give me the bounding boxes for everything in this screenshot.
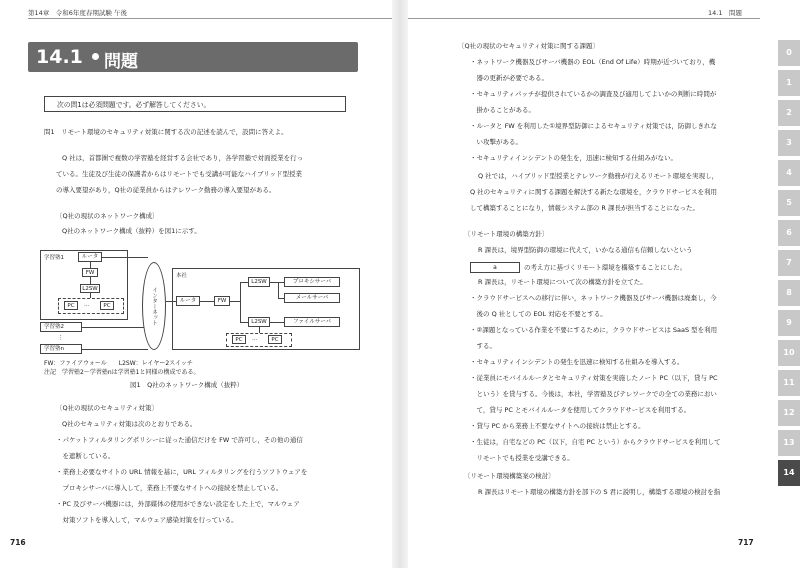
- chapter-tab-6[interactable]: 6: [778, 220, 800, 246]
- chapter-tab-13[interactable]: 13: [778, 430, 800, 456]
- required-notice: 次の問1は必須問題です。必ず解答してください。: [44, 96, 346, 112]
- network-section-heading: 〔Q社の現状のネットワーク構成〕: [56, 212, 159, 220]
- policy-line: ・貸与 PC から業務上不要なサイトへの接続は禁止とする。: [470, 422, 645, 430]
- diagram-legend: FW：ファイアウォール L2SW：レイヤー2スイッチ: [44, 360, 193, 367]
- chapter-tab-9[interactable]: 9: [778, 310, 800, 336]
- issue-line: い攻撃がある。: [470, 138, 522, 146]
- school2-box: 学習塾2: [40, 322, 82, 332]
- right-running-header: 14.1 問題: [708, 9, 742, 17]
- connector: [240, 322, 248, 323]
- plan-line: して構築することになり，情報システム部の R 課長が担当することになった。: [470, 204, 699, 212]
- section-title-bar: [28, 42, 358, 72]
- remote-intro-line-blank: [470, 262, 686, 273]
- connector: [166, 301, 176, 302]
- issue-line: 器の更新が必要である。: [470, 74, 548, 82]
- policy-line: R 課長は，リモート環境について次の構築方針を立てた。: [478, 278, 647, 286]
- header-rule: [28, 18, 392, 19]
- school-l2sw: L2SW: [80, 284, 100, 293]
- answer-blank-a: a: [470, 262, 520, 273]
- header-rule: [408, 18, 760, 19]
- section-title: 問題: [104, 52, 138, 72]
- intro-line: Q 社は，首都圏で複数の学習塾を経営する会社であり，各学習塾で対面授業を行っ: [62, 154, 304, 162]
- connector: [90, 293, 91, 298]
- connector: [90, 262, 91, 268]
- policy-line: て，貸与 PC とモバイルルータを使用してクラウドサービスを利用する。: [470, 406, 691, 414]
- issue-line: ・セキュリティインシデントの発生を，迅速に検知する仕組みがない。: [470, 154, 678, 162]
- ellipsis: …: [252, 336, 258, 342]
- left-running-header: 第14章 令和6年度春期試験 午後: [28, 9, 127, 17]
- hq-pc: PC: [268, 335, 282, 344]
- policy-line: ・セキュリティインシデントの発生を迅速に検知する仕組みを導入する。: [470, 358, 684, 366]
- connector: [90, 277, 91, 284]
- connector: [240, 282, 248, 283]
- ellipsis-vertical: ⋮: [58, 335, 64, 341]
- proxy-server: プロキシサーバ: [284, 277, 340, 287]
- chapter-tab-12[interactable]: 12: [778, 400, 800, 426]
- security-line: ・PC 及びサーバ機器には，外部媒体の使用ができない設定をした上で，マルウェア: [56, 500, 300, 508]
- connector: [82, 349, 148, 350]
- book-gutter: [392, 0, 408, 568]
- internet-cloud: インターネット: [142, 262, 166, 350]
- policy-line: ・従業員にモバイルルータとセキュリティ対策を実施したノート PC（以下，貸与 PC: [470, 374, 718, 382]
- issue-line: ・ルータと FW を利用した①境界型防御によるセキュリティ対策では，防御しきれな: [470, 122, 717, 130]
- hq-pc: PC: [232, 335, 246, 344]
- chapter-tab-11[interactable]: 11: [778, 370, 800, 396]
- policy-line: という）を貸与する。今後は，本社，学習塾及びテレワークでの全ての業務におい: [470, 390, 717, 398]
- issue-line: 掛かることがある。: [470, 106, 535, 114]
- issue-line: ・ネットワーク機器及びサーバ機器の EOL（End Of Life）時期が近づいており，機: [470, 58, 716, 66]
- hq-label: 本社: [176, 273, 188, 279]
- hq-l2sw: L2SW: [248, 277, 270, 287]
- connector: [240, 282, 241, 322]
- section-number: 14.1: [36, 46, 83, 68]
- schooln-box: 学習塾n: [40, 344, 82, 354]
- chapter-tab-10[interactable]: 10: [778, 340, 800, 366]
- remote-section-heading: 〔リモート環境の構築方針〕: [464, 230, 549, 238]
- hq-fw: FW: [214, 296, 230, 306]
- security-line: 対策ソフトを導入して，マルウェア感染対策を行っている。: [56, 516, 238, 524]
- hq-router: ルータ: [176, 296, 200, 306]
- intro-line: ている。生徒及び生徒の保護者からはリモートでも受講が可能なハイブリッド型授業: [56, 170, 303, 178]
- policy-line: ・②課題となっている作業を不要にするために，クラウドサービスは SaaS 型を利用: [470, 326, 718, 334]
- issue-line: ・セキュリティパッチが提供されているかの調査及び適用してよいかの判断に時間が: [470, 90, 717, 98]
- security-line: Q社のセキュリティ対策は次のとおりである。: [62, 420, 197, 428]
- network-description: Q社のネットワーク構成（抜粋）を図1に示す。: [62, 227, 201, 235]
- school-pc: PC: [100, 301, 114, 310]
- connector: [82, 327, 148, 328]
- plan-line: Q 社では，ハイブリッド型授業とテレワーク勤務が行えるリモート環境を実現し，: [478, 172, 719, 180]
- remote-intro-rest: の考え方に基づくリモート環境を構築することにした。: [524, 263, 687, 272]
- chapter-tab-7[interactable]: 7: [778, 250, 800, 276]
- diagram-note: 注記 学習塾2～学習塾nは学習塾1と同様の構成である。: [44, 369, 200, 376]
- review-line: R 課長はリモート環境の構築方針を部下の S 君に説明し，構築する環境の検討を指: [478, 488, 721, 496]
- school1-label: 学習塾1: [44, 255, 64, 261]
- school-fw: FW: [82, 268, 98, 277]
- school-router: ルータ: [78, 252, 102, 262]
- policy-line: ・生徒は，自宅などの PC（以下，自宅 PC という）からクラウドサービスを利用して: [470, 438, 721, 446]
- page-number-left: 716: [10, 538, 26, 547]
- network-diagram: [40, 238, 360, 356]
- connector: [278, 282, 279, 299]
- right-page: [408, 0, 760, 568]
- chapter-tab-4[interactable]: 4: [778, 160, 800, 186]
- policy-line: リモートでも授業を受講できる。: [470, 454, 574, 462]
- security-line: を遮断している。: [56, 452, 115, 460]
- plan-line: Q 社のセキュリティに関する課題を解決する新たな環境を，クラウドサービスを利用: [470, 188, 718, 196]
- chapter-tab-14[interactable]: 14: [778, 460, 800, 486]
- security-line: ・業務上必要なサイトの URL 情報を基に，URL フィルタリングを行うソフトウェアを: [56, 468, 308, 476]
- chapter-tab-0[interactable]: 0: [778, 40, 800, 66]
- bullet-dot: [92, 53, 99, 60]
- ellipsis: …: [84, 302, 90, 308]
- issues-heading: 〔Q社の現状のセキュリティ対策に関する課題〕: [458, 42, 599, 50]
- policy-line: 後の Q 社としての EOL 対応を不要とする。: [470, 310, 607, 318]
- connector: [102, 257, 148, 258]
- connector: [200, 301, 214, 302]
- security-line: プロキシサーバに導入して，業務上不要なサイトへの接続を禁止している。: [56, 484, 283, 492]
- review-section-heading: 〔リモート環境構築案の検討〕: [464, 472, 555, 480]
- connector: [270, 282, 284, 283]
- chapter-tab-2[interactable]: 2: [778, 100, 800, 126]
- security-section-heading: 〔Q社の現状のセキュリティ対策〕: [56, 404, 158, 412]
- file-server: ファイルサーバ: [284, 317, 340, 327]
- chapter-tab-1[interactable]: 1: [778, 70, 800, 96]
- question-heading: 問1 リモート環境のセキュリティ対策に関する次の記述を読んで，設問に答えよ。: [44, 128, 288, 136]
- page-number-right: 717: [738, 538, 754, 547]
- security-line: ・パケットフィルタリングポリシーに従った通信だけを FW で許可し，その他の通信: [56, 436, 303, 444]
- figure-caption: 図1 Q社のネットワーク構成（抜粋）: [130, 381, 244, 389]
- policy-line: する。: [470, 342, 496, 350]
- chapter-tab-5[interactable]: 5: [778, 190, 800, 216]
- connector: [270, 322, 284, 323]
- remote-intro-line: R 課長は，境界型防御の環境に代えて，いかなる通信も信頼しないという: [478, 246, 693, 254]
- left-page: [0, 0, 392, 568]
- policy-line: ・クラウドサービスへの移行に伴い，ネットワーク機器及びサーバ機器は廃棄し，今: [470, 294, 717, 302]
- chapter-tab-3[interactable]: 3: [778, 130, 800, 156]
- hq-l2sw: L2SW: [248, 317, 270, 327]
- intro-line: の導入要望があり，Q社の従業員からはテレワーク勤務の導入要望がある。: [56, 186, 276, 194]
- connector: [230, 301, 240, 302]
- chapter-tab-8[interactable]: 8: [778, 280, 800, 306]
- school-pc: PC: [64, 301, 78, 310]
- mail-server: メールサーバ: [284, 293, 340, 303]
